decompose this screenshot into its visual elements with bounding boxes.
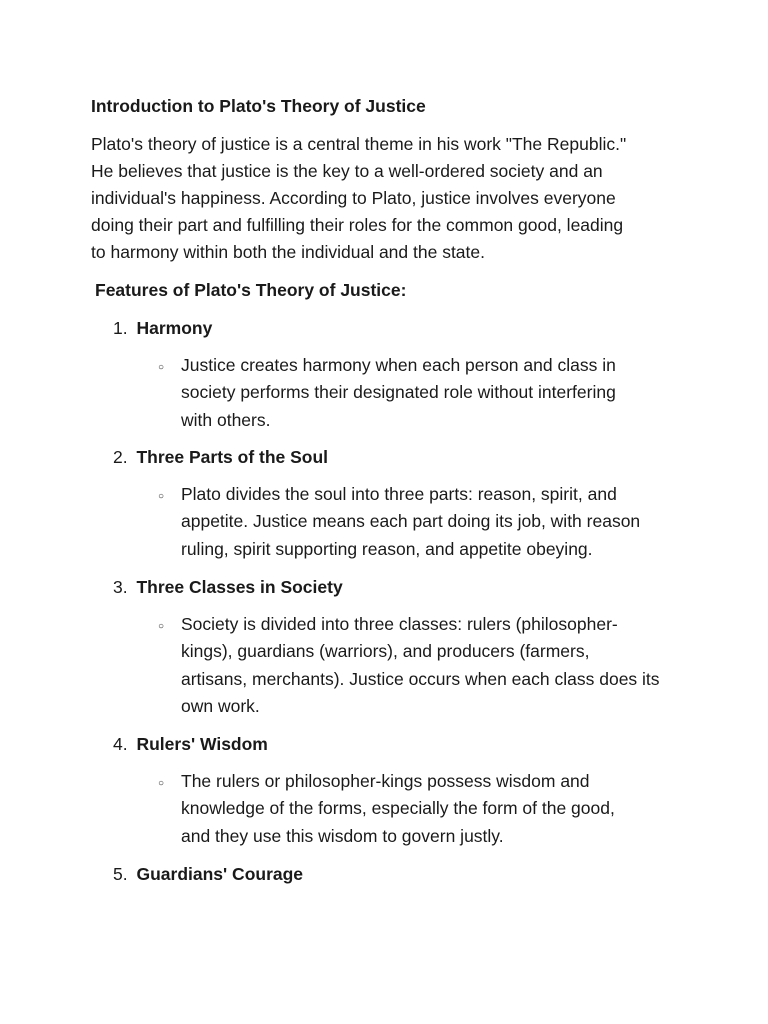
feature-description <box>181 611 660 720</box>
intro-paragraph <box>91 131 691 266</box>
feature-description <box>181 481 640 563</box>
feature-number: 5. <box>113 864 128 884</box>
feature-line: knowledge of the forms, especially the form of the good, <box>181 798 615 819</box>
feature-line: and they use this wisdom to govern justly. <box>181 825 504 846</box>
feature-description <box>181 768 615 850</box>
feature-line: with others. <box>181 409 271 430</box>
feature-line: Society is divided into three classes: rulers (philosopher- <box>181 614 618 634</box>
feature-number: 2. <box>113 447 128 467</box>
feature-line: artisans, merchants). Justice occurs when each class does its <box>181 668 660 689</box>
feature-line: ruling, spirit supporting reason, and appetite obeying. <box>181 538 593 559</box>
feature-name: Guardians' Courage <box>136 864 304 884</box>
bullet-icon: ○ <box>158 362 165 373</box>
feature-number: 4. <box>113 734 128 754</box>
feature-line: society performs their designated role without interfering <box>181 382 616 403</box>
bullet-icon: ○ <box>158 778 165 789</box>
features-title: Features of Plato's Theory of Justice: <box>95 280 407 300</box>
bullet-icon: ○ <box>158 621 165 632</box>
feature-name: Harmony <box>136 318 213 338</box>
intro-line: to harmony within both the individual and the state. <box>91 242 485 262</box>
feature-line: appetite. Justice means each part doing its job, with reason <box>181 511 641 532</box>
intro-line: doing their part and fulfilling their roles for the common good, leading <box>91 215 624 235</box>
intro-line: He believes that justice is the key to a well-ordered society and an <box>91 161 603 181</box>
document-heading: Introduction to Plato's Theory of Justice <box>91 96 426 116</box>
feature-line: Plato divides the soul into three parts: reason, spirit, and <box>181 484 617 504</box>
feature-name: Three Parts of the Soul <box>136 447 329 467</box>
feature-heading <box>113 862 303 886</box>
feature-description <box>181 352 616 434</box>
feature-heading <box>113 316 212 340</box>
feature-line: kings), guardians (warriors), and producers (farmers, <box>181 641 590 662</box>
intro-line: individual's happiness. According to Plato, justice involves everyone <box>91 188 616 208</box>
feature-heading <box>113 445 328 469</box>
feature-number: 3. <box>113 577 128 597</box>
intro-line: Plato's theory of justice is a central theme in his work "The Republic." <box>91 134 627 154</box>
feature-name: Three Classes in Society <box>136 577 343 597</box>
feature-name: Rulers' Wisdom <box>136 734 268 754</box>
feature-line: The rulers or philosopher-kings possess wisdom and <box>181 771 590 791</box>
feature-number: 1. <box>113 318 128 338</box>
feature-line: own work. <box>181 695 260 716</box>
bullet-icon: ○ <box>158 491 165 502</box>
feature-line: Justice creates harmony when each person and class in <box>181 355 616 375</box>
feature-heading <box>113 732 268 756</box>
feature-heading <box>113 575 343 599</box>
